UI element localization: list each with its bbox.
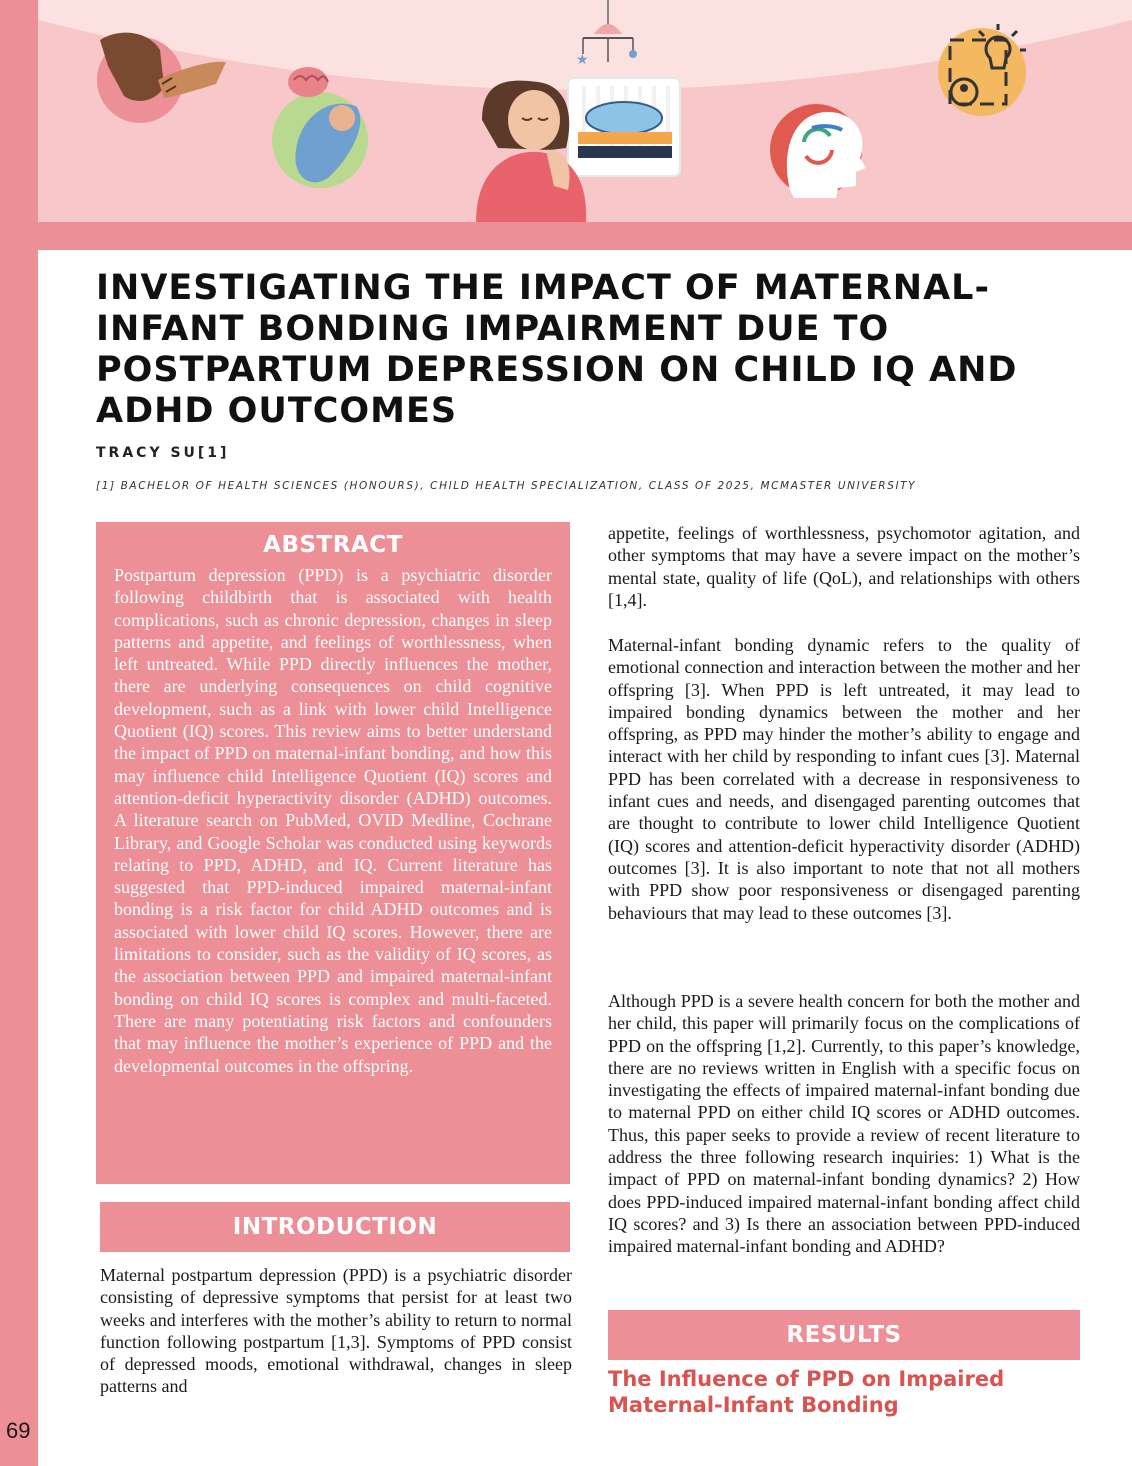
head-cycle-icon xyxy=(770,104,866,198)
banner-illustration xyxy=(38,0,1132,222)
abstract-heading: ABSTRACT xyxy=(263,532,403,558)
article-title: INVESTIGATING THE IMPACT OF MATERNAL-INFANT BONDING IMPAIRMENT DUE TO POSTPARTUM DEPRESSION ON CHILD IQ AND ADHD OUTCOMES xyxy=(96,268,1018,431)
banner-band xyxy=(38,222,1132,250)
results-subheading: The Influence of PPD on Impaired Maternal-Infant Bonding xyxy=(608,1367,1005,1417)
header-banner xyxy=(38,0,1132,222)
results-heading: RESULTS xyxy=(786,1322,902,1348)
intro-paragraph-2: Maternal-infant bonding dynamic refers to the quality of emotional connection and interaction between the mother and her offspring [3]. When PPD is left untreated, it may lead to impaired bonding dynamics between the mother and her offspring, as PPD may hinder the mother’s ability to engage and interact with her child by responding to infant cues [3]. Maternal PPD has been correlated with a decrease in responsiveness to infant cues and needs, and disengaged parenting outcomes that are thought to contribute to lower child Intelligence Quotient (IQ) scores and attention-deficit hyperactivity disorder (ADHD) outcomes [3]. It is also important to note that not all mothers with PPD show poor responsiveness or disengaged parenting behaviours that may lead to these outcomes [3]. xyxy=(608,635,1080,923)
abstract-text: Postpartum depression (PPD) is a psychiatric disorder following childbirth that is associated with health complications, such as chronic depression, changes in sleep patterns and appetite, and feelings of worthlessness, when left untreated. While PPD directly influences the mother, there are underlying consequences on child cognitive development, such as a link with lower child Intelligence Quotient (IQ) scores. This review aims to better understand the impact of PPD on maternal-infant bonding, and how this may influence child Intelligence Quotient (IQ) scores and attention-deficit hyperactivity disorder (ADHD) outcomes. A literature search on PubMed, OVID Medline, Cochrane Library, and Google Scholar was conducted using keywords relating to PPD, ADHD, and IQ. Current literature has suggested that PPD-induced impaired maternal-infant bonding is a risk factor for child ADHD outcomes and is associated with lower child IQ scores. However, there are limitations to consider, such as the validity of IQ scores, as the association between PPD and impaired maternal-infant bonding on child IQ scores is complex and multi-faceted. There are many potentiating risk factors and confounders that may influence the mother’s experience of PPD and the developmental outcomes in the offspring. xyxy=(114,565,552,1076)
introduction-heading: INTRODUCTION xyxy=(232,1214,438,1240)
author-name: TRACY SU[1] xyxy=(96,445,230,461)
svg-text:★: ★ xyxy=(576,52,589,68)
brain-baby-icon xyxy=(272,67,368,188)
intro-paragraph-1: Maternal postpartum depression (PPD) is a psychiatric disorder consisting of depressive symptoms that persist for at least two weeks and interferes with the mother’s ability to return to normal function following postpartum [1,3]. Symptoms of PPD consist of depressed moods, emotional withdrawal, changes in sleep patterns and xyxy=(100,1265,572,1397)
left-accent-bar xyxy=(0,0,38,1466)
page-number: 69 xyxy=(6,1418,31,1443)
intro-paragraph-1-continued: appetite, feelings of worthlessness, psychomotor agitation, and other symptoms that may have a severe impact on the mother’s mental state, quality of life (QoL), and relationships with others [1,4]. xyxy=(608,523,1080,610)
intro-paragraph-3: Although PPD is a severe health concern for both the mother and her child, this paper will primarily focus on the complications of PPD on the offspring [1,2]. Currently, to this paper’s knowledge, there are no reviews written in English with a specific focus on investigating the effects of impaired maternal-infant bonding due to maternal PPD on either child IQ scores or ADHD outcomes. Thus, this paper seeks to provide a review of recent literature to address the three following research inquiries: 1) What is the impact of PPD on maternal-infant bonding dynamics? 2) How does PPD-induced impaired maternal-infant bonding affect child IQ scores? and 3) Is there an association between PPD-induced impaired maternal-infant bonding and ADHD? xyxy=(608,991,1080,1257)
abstract-box xyxy=(96,522,570,1184)
author-affiliation: [1] BACHELOR OF HEALTH SCIENCES (HONOURS), CHILD HEALTH SPECIALIZATION, CLASS OF 2025, MCMASTER UNIVERSITY xyxy=(96,480,917,492)
results-heading-bar xyxy=(608,1310,1080,1360)
introduction-heading-bar xyxy=(100,1202,570,1252)
